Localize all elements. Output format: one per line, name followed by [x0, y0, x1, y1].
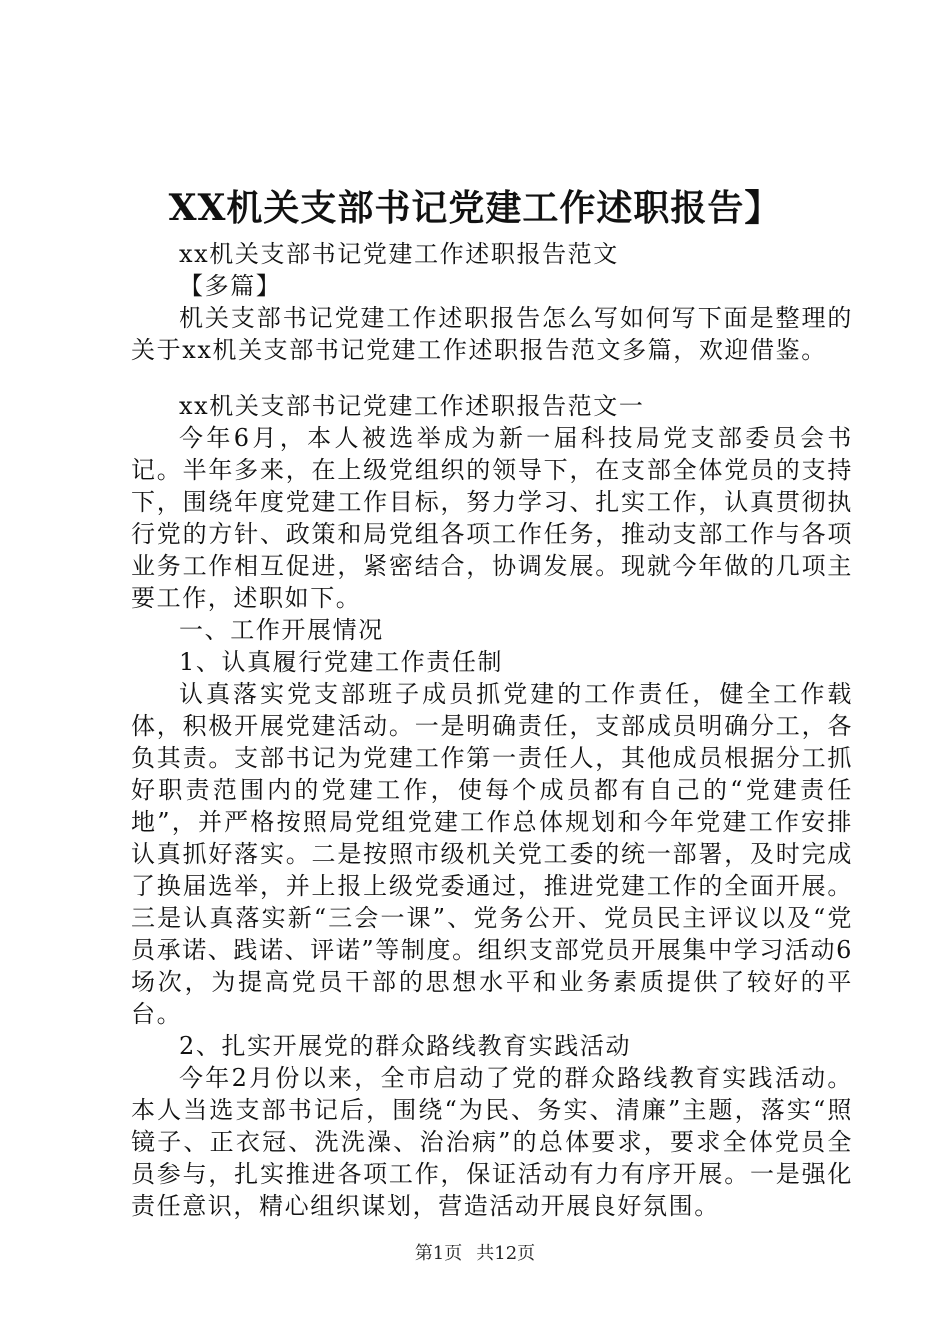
body-paragraph: 认真落实党支部班子成员抓党建的工作责任，健全工作载体，积极开展党建活动。一是明确责任，支部成员明确分工，各负其责。支部书记为党建工作第一责任人，其他成员根据分工抓好职责范围内的党建工作，使每个成员都有自己的“党建责任地”，并严格按照局党组党建工作总体规划和今年党建工作安排认真抓好落实。二是按照市级机关党工委的统一部署，及时完成了换届选举，并上报上级党委通过，推进党建工作的全面开展。三是认真落实新“三会一课”、党务公开、党员民主评议以及“党员承诺、践诺、评诺”等制度。组织支部党员开展集中学习活动6场次，为提高党员干部的思想水平和业务素质提供了较好的平台。: [131, 680, 853, 1028]
subsection-heading: 1、认真履行党建工作责任制: [179, 648, 504, 676]
section-heading: 一、工作开展情况: [179, 616, 384, 644]
page-footer: [0, 1242, 950, 1266]
subsection-heading: 2、扎实开展党的群众路线教育实践活动: [179, 1032, 632, 1060]
page-number: 第1页: [414, 1243, 463, 1264]
document-body: [131, 238, 853, 1222]
paragraph-gap: [131, 366, 853, 390]
intro-paragraph: 机关支部书记党建工作述职报告怎么写如何写下面是整理的关于xx机关支部书记党建工作述职报告范文多篇，欢迎借鉴。: [131, 304, 853, 364]
section-heading: xx机关支部书记党建工作述职报告范文一: [179, 392, 645, 420]
body-paragraph: 今年6月，本人被选举成为新一届科技局党支部委员会书记。半年多来，在上级党组织的领导下，在支部全体党员的支持下，围绕年度党建工作目标，努力学习、扎实工作，认真贯彻执行党的方针、政策和局党组各项工作任务，推动支部工作与各项业务工作相互促进，紧密结合，协调发展。现就今年做的几项主要工作，述职如下。: [131, 424, 853, 612]
body-paragraph: 今年2月份以来，全市启动了党的群众路线教育实践活动。本人当选支部书记后，围绕“为民、务实、清廉”主题，落实“照镜子、正衣冠、洗洗澡、治治病”的总体要求，要求全体党员全员参与，扎实推进各项工作，保证活动有力有序开展。一是强化责任意识，精心组织谋划，营造活动开展良好氛围。: [131, 1064, 853, 1220]
multi-part-tag: 【多篇】: [179, 272, 282, 300]
document-title: XX机关支部书记党建工作述职报告】: [168, 187, 782, 229]
page-total: 共12页: [476, 1243, 536, 1264]
subtitle-paragraph: xx机关支部书记党建工作述职报告范文: [179, 240, 619, 268]
